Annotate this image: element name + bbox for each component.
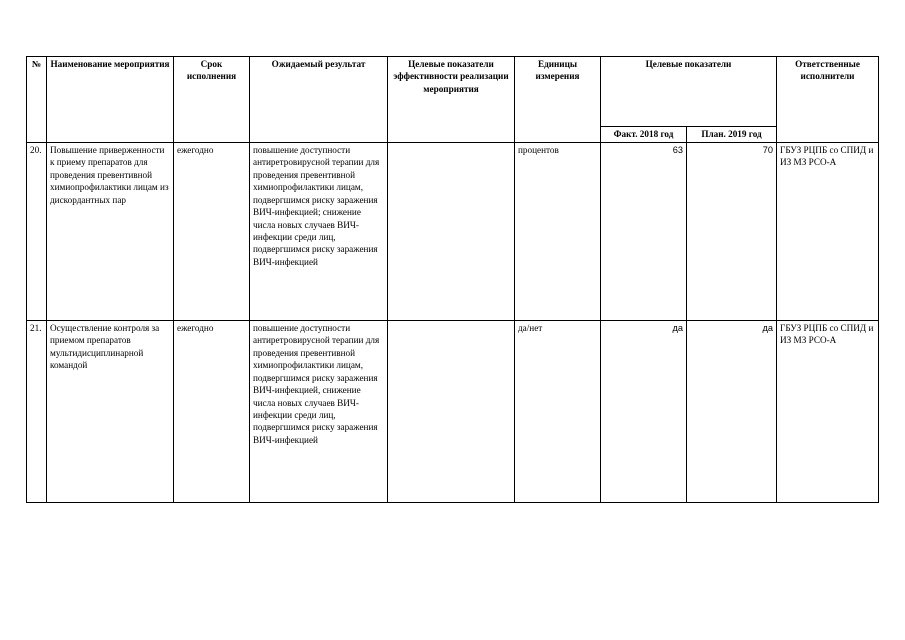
- header-term: Срок исполнения: [174, 57, 250, 143]
- header-plan: План. 2019 год: [687, 127, 777, 143]
- header-responsible: Ответственные исполнители: [777, 57, 879, 143]
- row-plan: 70: [687, 143, 777, 321]
- row-units: да/нет: [515, 321, 601, 503]
- row-num: 21.: [27, 321, 47, 503]
- header-num: №: [27, 57, 47, 143]
- row-indicator: [388, 143, 515, 321]
- row-indicator: [388, 321, 515, 503]
- row-result: повышение доступности антиретровирусной терапии для проведения превентивной химиопрофилактики лицам, подвергшимся риску заражения ВИЧ-инфекцией, снижение числа новых случаев ВИЧ-инфекции среди лиц, подвергшимся риску заражения ВИЧ-инфекцией: [250, 321, 388, 503]
- row-term: ежегодно: [174, 321, 250, 503]
- header-target: Целевые показатели: [601, 57, 777, 127]
- table-row: [27, 321, 879, 503]
- header-name: Наименование мероприятия: [47, 57, 174, 143]
- row-name: Повышение приверженности к приему препаратов для проведения превентивной химиопрофилактики лицам из дискордантных пар: [47, 143, 174, 321]
- table-row: [27, 143, 879, 321]
- header-result: Ожидаемый результат: [250, 57, 388, 143]
- row-fact: 63: [601, 143, 687, 321]
- row-responsible: ГБУЗ РЦПБ со СПИД и ИЗ МЗ РСО-А: [777, 143, 879, 321]
- row-num: 20.: [27, 143, 47, 321]
- row-plan: да: [687, 321, 777, 503]
- row-fact: да: [601, 321, 687, 503]
- row-units: процентов: [515, 143, 601, 321]
- row-result: повышение доступности антиретровирусной терапии для проведения превентивной химиопрофилактики лицам, подвергшимся риску заражения ВИЧ-инфекцией; снижение числа новых случаев ВИЧ-инфекции среди лиц, подвергшимся риску заражения ВИЧ-инфекцией: [250, 143, 388, 321]
- row-name: Осуществление контроля за приемом препаратов мультидисциплинарной командой: [47, 321, 174, 503]
- row-term: ежегодно: [174, 143, 250, 321]
- row-responsible: ГБУЗ РЦПБ со СПИД и ИЗ МЗ РСО-А: [777, 321, 879, 503]
- header-fact: Факт. 2018 год: [601, 127, 687, 143]
- header-units: Единицы измерения: [515, 57, 601, 143]
- measures-table: [26, 56, 879, 503]
- header-indicators: Целевые показатели эффективности реализации мероприятия: [388, 57, 515, 143]
